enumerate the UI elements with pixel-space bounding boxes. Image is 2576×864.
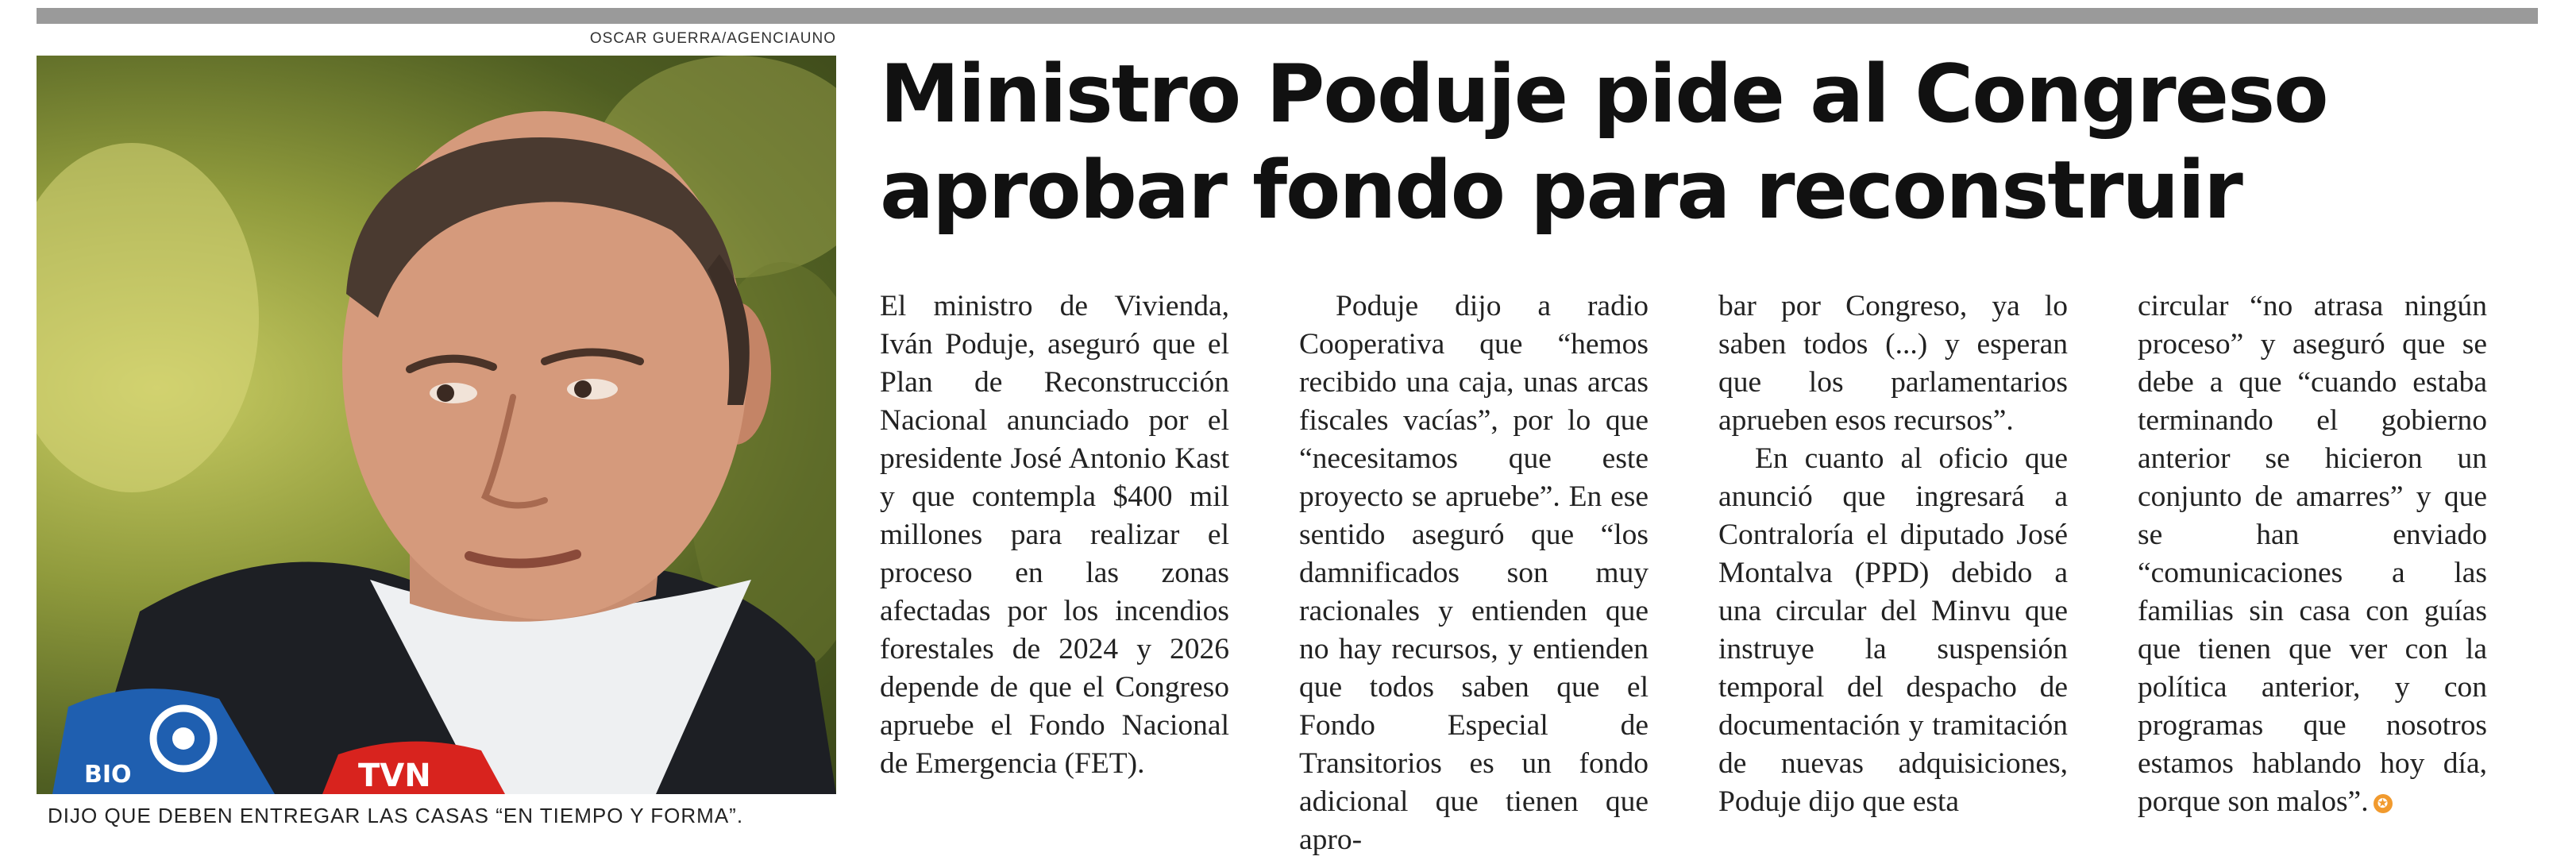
news-photo <box>37 56 836 794</box>
photo-credit: OSCAR GUERRA/AGENCIAUNO <box>589 30 836 47</box>
column-text: circular “no atrasa ningún proceso” y aseguró que se debe a que “cuando estaba terminando el gobierno anterior se hicieron un conjunto de amarres” y que se han enviado “comunicaciones a las familias sin casa con guías que tienen que ver con la política anterior, y con programas que nosotros estamos hablando hoy día, porque son malos”. <box>2138 290 2487 818</box>
column-paragraph: El ministro de Vivienda, Iván Poduje, aseguró que el Plan de Reconstrucción Nacional anunciado por el presidente José Antonio Kast y que contempla $400 mil millones para realizar el proceso en las zonas afectadas por los incendios forestales de 2024 y 2026 depende de que el Congreso apruebe el Fondo Nacional de Emergencia (FET). <box>880 290 1229 780</box>
top-rule <box>37 8 2538 24</box>
article-column-3 <box>1718 287 2068 821</box>
article-column-1 <box>880 287 1229 783</box>
column-paragraph: En cuanto al oficio que anunció que ingresará a Contraloría el diputado José Montalva (PPD) debido a una circular del Minvu que instruye la suspensión temporal del despacho de documentación y tramitación de nuevas adquisiciones, Poduje dijo que esta <box>1718 442 2068 818</box>
column-paragraph: bar por Congreso, ya lo saben todos (...) y esperan que los parlamentarios aprueben esos recursos”. <box>1718 290 2068 437</box>
article-column-2 <box>1299 287 1649 859</box>
end-of-article-icon: ✪ <box>2374 794 2393 813</box>
column-paragraph: Poduje dijo a radio Cooperativa que “hemos recibido una caja, unas arcas fiscales vacías”, por lo que “necesitamos que este proyecto se apruebe”. En ese sentido aseguró que “los damnificados son muy racionales y entienden que no hay recursos, y entienden que todos saben que el Fondo Especial de Transitorios es un fondo adicional que tienen que apro- <box>1299 290 1649 856</box>
article-headline: Ministro Poduje pide al Congreso aprobar fondo para reconstruir <box>880 47 2327 237</box>
photo-caption: DIJO QUE DEBEN ENTREGAR LAS CASAS “EN TIEMPO Y FORMA”. <box>48 804 744 827</box>
article-column-4 <box>2138 287 2487 821</box>
column-paragraph <box>2138 287 2487 821</box>
mic-label-tvn: TVN <box>358 758 431 794</box>
portrait-illustration <box>37 56 836 794</box>
mic-label-bio: BIO <box>84 761 132 789</box>
